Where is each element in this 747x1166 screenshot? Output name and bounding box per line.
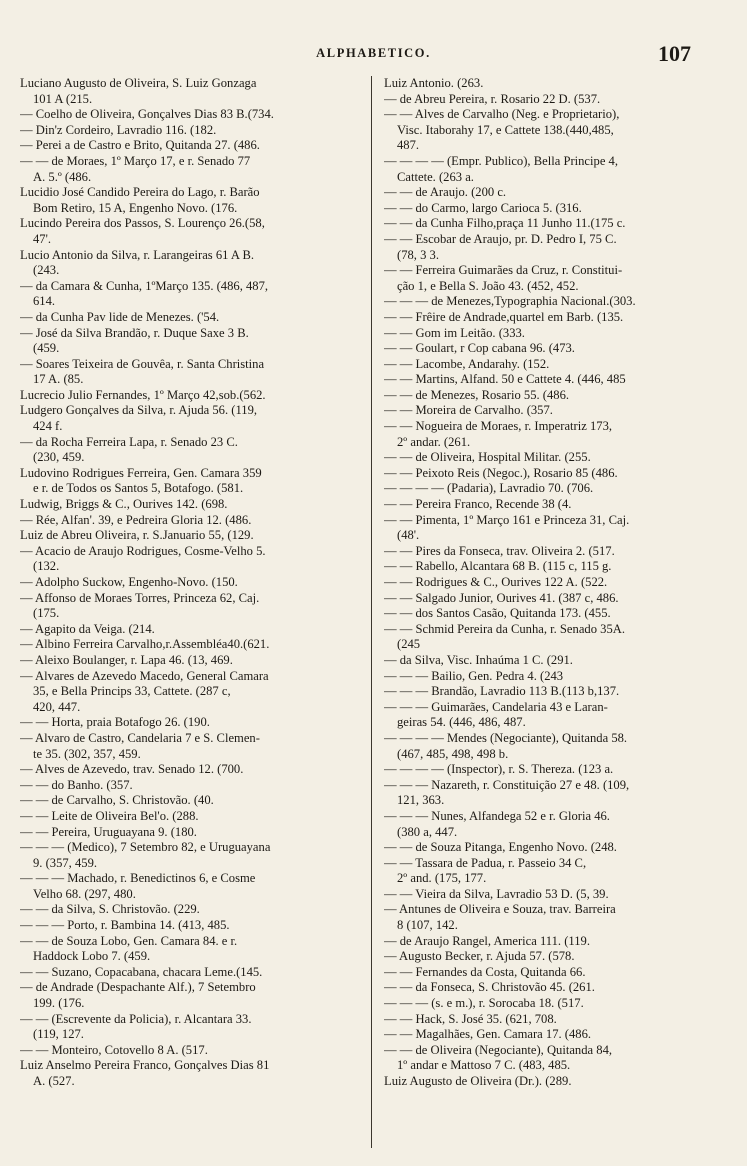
directory-entry-line: — — Leite de Oliveira Bel'o. (288.	[20, 808, 199, 823]
directory-entry-line: — — Moreira de Carvalho. (357.	[384, 403, 553, 418]
directory-entry-line: — — Magalhães, Gen. Camara 17. (486.	[384, 1027, 592, 1042]
directory-entry-line: (243.	[33, 263, 60, 278]
directory-entry-line: (132.	[33, 559, 60, 574]
directory-entry-line: — — Alves de Carvalho (Neg. e Proprietario),	[384, 107, 620, 122]
directory-entry-line: — — do Banho. (357.	[20, 777, 133, 792]
directory-entry-line: — — Schmid Pereira da Cunha, r. Senado 35A.	[384, 621, 625, 636]
directory-entry-line: — Alvaro de Castro, Candelaria 7 e S. Clemen-	[20, 730, 260, 745]
directory-entry-line: 121, 363.	[397, 793, 445, 808]
directory-entry-line: 2º and. (175, 177.	[397, 871, 487, 886]
directory-entry-line: — Soares Teixeira de Gouvêa, r. Santa Christina	[20, 356, 265, 371]
directory-entry-line: 424 f.	[33, 419, 63, 434]
directory-entry-line: — — Pereira Franco, Recende 38 (4.	[384, 497, 572, 512]
directory-entry-line: — de Abreu Pereira, r. Rosario 22 D. (537.	[384, 91, 601, 106]
directory-entry-line: — — Horta, praia Botafogo 26. (190.	[20, 715, 210, 730]
directory-entry-line: — — da Fonseca, S. Christovão 45. (261.	[384, 980, 595, 995]
directory-entry-line: — Adolpho Suckow, Engenho-Novo. (150.	[20, 575, 238, 589]
left-column	[20, 76, 370, 1156]
directory-entry-line: (467, 485, 498, 498 b.	[397, 746, 509, 761]
directory-entry-line: — — Goulart, r Cop cabana 96. (473.	[384, 341, 575, 356]
directory-entry-line: — — — (Medico), 7 Setembro 82, e Uruguayana	[20, 840, 271, 855]
directory-entry-line: — — — Brandão, Lavradio 113 B.(113 b,137.	[384, 684, 620, 699]
directory-entry-line: 47'.	[33, 231, 52, 246]
directory-entry-line: Haddock Lobo 7. (459.	[33, 949, 151, 964]
directory-entry-line: — — — — (Empr. Publico), Bella Principe 4,	[384, 153, 619, 168]
column-divider	[371, 76, 372, 1148]
directory-entry-line: Ludgero Gonçalves da Silva, r. Ajuda 56. (119,	[20, 403, 258, 418]
right-column	[384, 76, 710, 1156]
directory-entry-line: — — de Souza Lobo, Gen. Camara 84. e r.	[20, 933, 238, 948]
directory-entry-line: ção 1, e Bella S. João 43. (452, 452.	[397, 278, 579, 293]
directory-entry-line: — — Peixoto Reis (Negoc.), Rosario 85 (486.	[384, 465, 618, 480]
directory-entry-line: — — — Bailio, Gen. Pedra 4. (243	[384, 668, 564, 683]
directory-entry-line: — Aleixo Boulanger, r. Lapa 46. (13, 469.	[20, 652, 233, 667]
directory-entry-line: — — — Nunes, Alfandega 52 e r. Gloria 46.	[384, 808, 610, 823]
directory-entry-line: — — de Souza Pitanga, Engenho Novo. (248.	[384, 840, 617, 855]
page-header	[0, 0, 747, 80]
directory-entry-line: — — — Nazareth, r. Constituição 27 e 48. (109,	[384, 777, 630, 792]
directory-entry-line: (175.	[33, 606, 60, 621]
directory-entry-line: — — — Machado, r. Benedictinos 6, e Cosme	[20, 871, 256, 886]
directory-entry-line: — — Vieira da Silva, Lavradio 53 D. (5, 39.	[384, 886, 609, 901]
directory-entry-line: — Alvares de Azevedo Macedo, General Camara	[20, 668, 269, 683]
directory-entry-line: (245	[397, 637, 421, 652]
directory-entry-line: Luiz de Abreu Oliveira, r. S.Januario 55, (129.	[20, 528, 254, 543]
directory-entry-line: — — Tassara de Padua, r. Passeio 34 C,	[384, 855, 587, 870]
directory-entry-line: — — Ferreira Guimarães da Cruz, r. Constitui-	[384, 263, 623, 278]
directory-entry-line: 614.	[33, 294, 56, 309]
directory-entry-line: — — Nogueira de Moraes, r. Imperatriz 173,	[384, 419, 613, 434]
directory-entry-line: — — Rodrigues & C., Ourives 122 A. (522.	[384, 575, 608, 589]
directory-entry-line: (459.	[33, 341, 60, 356]
directory-entry-line: 487.	[397, 138, 420, 153]
directory-entry-line: — — do Carmo, largo Carioca 5. (316.	[384, 200, 582, 215]
directory-entry-line: — Coelho de Oliveira, Gonçalves Dias 83 B.(734.	[20, 107, 274, 122]
directory-entry-line: 101 A (215.	[33, 91, 93, 106]
directory-entry-line: 199. (176.	[33, 996, 85, 1011]
directory-entry-line: 2º andar. (261.	[397, 434, 471, 449]
directory-entry-line: — da Camara & Cunha, 1ºMarço 135. (486, 487,	[20, 278, 269, 293]
directory-entry-line: A. 5.º (486.	[33, 169, 92, 184]
directory-entry-line: (119, 127.	[33, 1027, 84, 1042]
directory-entry-line: Cattete. (263 a.	[397, 169, 474, 184]
directory-entry-line: — — — (s. e m.), r. Sorocaba 18. (517.	[384, 996, 584, 1011]
directory-entry-line: — Albino Ferreira Carvalho,r.Assembléa40.(621.	[20, 637, 270, 652]
directory-entry-line: — — Martins, Alfand. 50 e Cattete 4. (446, 485	[384, 372, 626, 387]
directory-entry-line: Luiz Anselmo Pereira Franco, Gonçalves Dias 81	[20, 1058, 270, 1073]
directory-entry-line: — Antunes de Oliveira e Souza, trav. Barreira	[384, 902, 616, 917]
directory-entry-line: — — Suzano, Copacabana, chacara Leme.(145.	[20, 964, 263, 979]
directory-entry-line: Velho 68. (297, 480.	[33, 886, 136, 901]
directory-entry-line: — Din'z Cordeiro, Lavradio 116. (182.	[20, 122, 217, 137]
directory-entry-line: — — — Porto, r. Bambina 14. (413, 485.	[20, 918, 230, 933]
directory-entry-line: — José da Silva Brandão, r. Duque Saxe 3 B.	[20, 325, 249, 340]
directory-entry-line: 17 A. (85.	[33, 372, 84, 387]
directory-entry-line: — — Escobar de Araujo, pr. D. Pedro I, 75 C.	[384, 231, 617, 246]
directory-entry-line: — — — — Mendes (Negociante), Quitanda 58.	[384, 730, 628, 745]
directory-entry-line: — — — de Menezes,Typographia Nacional.(303.	[384, 294, 636, 309]
directory-entry-line: — — — — (Inspector), r. S. Thereza. (123 a.	[384, 762, 614, 777]
directory-entry-line: — — Hack, S. José 35. (621, 708.	[384, 1011, 557, 1026]
directory-entry-line: — — de Carvalho, S. Christovão. (40.	[20, 793, 214, 808]
running-title: ALPHABETICO.	[316, 46, 431, 60]
directory-entry-line: — Agapito da Veiga. (214.	[20, 621, 155, 636]
directory-entry-line: Ludwig, Briggs & C., Ourives 142. (698.	[20, 497, 228, 512]
directory-entry-line: — — Gom im Leitão. (333.	[384, 325, 525, 340]
directory-entry-line: — Alves de Azevedo, trav. Senado 12. (700.	[20, 762, 244, 777]
directory-entry-line: — — dos Santos Casão, Quitanda 173. (455.	[384, 606, 611, 621]
directory-entry-line: — — (Escrevente da Policia), r. Alcantara 33.	[20, 1011, 252, 1026]
directory-entry-line: Luiz Augusto de Oliveira (Dr.). (289.	[384, 1074, 572, 1088]
directory-entry-line: — — Rabello, Alcantara 68 B. (115 c, 115 g.	[384, 559, 612, 574]
directory-entry-line: — — Lacombe, Andarahy. (152.	[384, 356, 550, 371]
directory-entry-line: — — de Oliveira (Negociante), Quitanda 84,	[384, 1042, 613, 1057]
directory-entry-line: — de Araujo Rangel, America 111. (119.	[384, 933, 590, 948]
directory-entry-line: (48'.	[397, 528, 420, 543]
directory-entry-line: — — Pereira, Uruguayana 9. (180.	[20, 824, 197, 839]
directory-entry-line: e r. de Todos os Santos 5, Botafogo. (581.	[33, 481, 244, 496]
directory-entry-line: Lucidio José Candido Pereira do Lago, r. Barão	[20, 185, 260, 200]
directory-entry-line: — Augusto Becker, r. Ajuda 57. (578.	[384, 949, 575, 964]
directory-entry-line: — da Rocha Ferreira Lapa, r. Senado 23 C.	[20, 434, 238, 449]
directory-entry-line: Luciano Augusto de Oliveira, S. Luiz Gonzaga	[20, 76, 257, 90]
directory-entry-line: — — Salgado Junior, Ourives 41. (387 c, 486.	[384, 590, 619, 605]
directory-entry-line: — Acacio de Araujo Rodrigues, Cosme-Velho 5.	[20, 543, 266, 558]
directory-entry-line: — — Pires da Fonseca, trav. Oliveira 2. (517.	[384, 543, 615, 558]
directory-entry-line: — — Fernandes da Costa, Quitanda 66.	[384, 964, 586, 979]
directory-entry-line: (230, 459.	[33, 450, 85, 465]
directory-entry-line: — — Frêire de Andrade,quartel em Barb. (135.	[384, 309, 624, 324]
directory-entry-line: Lucio Antonio da Silva, r. Larangeiras 61 A B.	[20, 247, 254, 262]
directory-entry-line: — Affonso de Moraes Torres, Princeza 62, Caj.	[20, 590, 260, 605]
page-number: 107	[658, 41, 691, 66]
directory-columns	[20, 76, 710, 1156]
directory-entry-line: te 35. (302, 357, 459.	[33, 746, 141, 761]
directory-entry-line: — — de Menezes, Rosario 55. (486.	[384, 387, 570, 402]
directory-entry-line: geiras 54. (446, 486, 487.	[397, 715, 526, 730]
directory-entry-line: — — de Araujo. (200 c.	[384, 185, 507, 200]
directory-entry-line: Ludovino Rodrigues Ferreira, Gen. Camara 359	[20, 465, 262, 480]
directory-entry-line: Bom Retiro, 15 A, Engenho Novo. (176.	[33, 200, 238, 215]
directory-entry-line: 9. (357, 459.	[33, 855, 98, 870]
directory-entry-line: Visc. Itaborahy 17, e Cattete 138.(440,485,	[397, 122, 614, 137]
directory-entry-line: Luiz Antonio. (263.	[384, 76, 484, 90]
directory-entry-line: — da Silva, Visc. Inhaúma 1 C. (291.	[384, 652, 573, 667]
directory-entry-line: — Perei a de Castro e Brito, Quitanda 27. (486.	[20, 138, 260, 153]
directory-entry-line: (78, 3 3.	[397, 247, 439, 262]
directory-entry-line: — da Cunha Pav lide de Menezes. ('54.	[20, 309, 220, 324]
directory-entry-line: 8 (107, 142.	[397, 918, 458, 933]
directory-entry-line: — — de Oliveira, Hospital Militar. (255.	[384, 450, 591, 465]
directory-entry-line: — — — — (Padaria), Lavradio 70. (706.	[384, 481, 594, 496]
directory-entry-line: 420, 447.	[33, 699, 81, 714]
directory-entry-line: 35, e Bella Princips 33, Cattete. (287 c,	[33, 684, 231, 699]
directory-entry-line: — — Pimenta, 1º Março 161 e Princeza 31, Caj.	[384, 512, 630, 527]
directory-entry-line: — — Monteiro, Cotovello 8 A. (517.	[20, 1042, 208, 1057]
directory-entry-line: (380 a, 447.	[397, 824, 458, 839]
directory-entry-line: — — da Cunha Filho,praça 11 Junho 11.(175 c.	[384, 216, 626, 231]
directory-entry-line: Lucrecio Julio Fernandes, 1º Março 42,sob.(562.	[20, 387, 266, 402]
directory-entry-line: 1º andar e Mattoso 7 C. (483, 485.	[397, 1058, 571, 1073]
directory-entry-line: A. (527.	[33, 1074, 75, 1088]
directory-entry-line: — de Andrade (Despachante Alf.), 7 Setembro	[20, 980, 256, 995]
directory-entry-line: — — — Guimarães, Candelaria 43 e Laran-	[384, 699, 608, 714]
directory-entry-line: — Rée, Alfan'. 39, e Pedreira Gloria 12. (486.	[20, 512, 252, 527]
directory-entry-line: Lucindo Pereira dos Passos, S. Lourenço 26.(58,	[20, 216, 265, 231]
directory-entry-line: — — de Moraes, 1º Março 17, e r. Senado 77	[20, 153, 251, 168]
directory-entry-line: — — da Silva, S. Christovão. (229.	[20, 902, 200, 917]
